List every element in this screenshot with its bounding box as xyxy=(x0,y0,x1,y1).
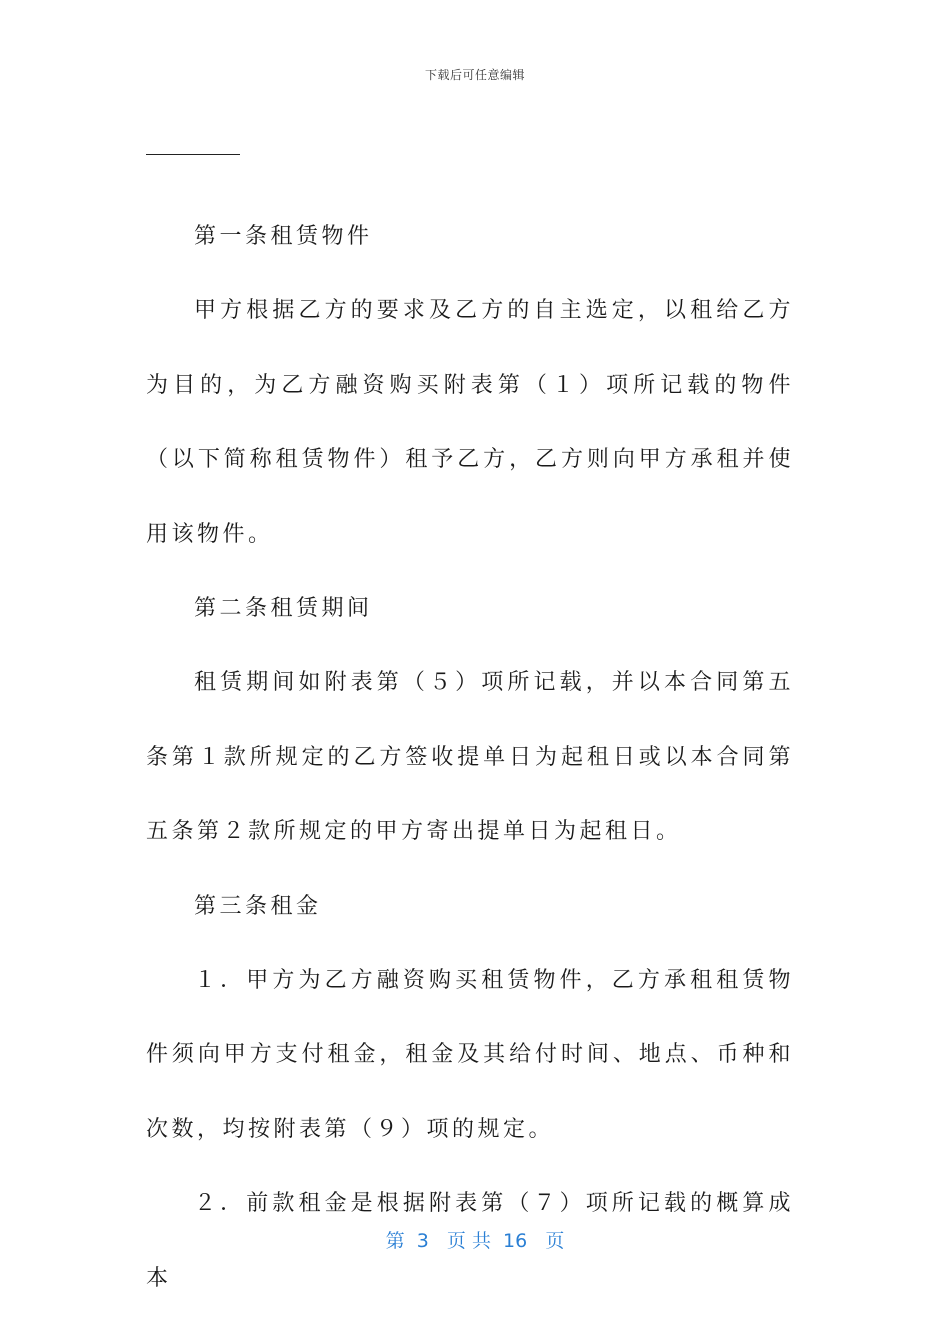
document-body xyxy=(146,200,794,1316)
paragraph: １．甲方为乙方融资购买租赁物件，乙方承租租赁物件须向甲方支付租金，租金及其给付时间、地点、币种和次数，均按附表第（９）项的规定。 xyxy=(146,968,794,1142)
article-heading: 第三条租金 xyxy=(194,893,322,919)
article-heading: 第二条租赁期间 xyxy=(194,596,373,622)
blank-underline xyxy=(146,154,240,155)
paragraph: ２．前款租金是根据附表第（７）项所记载的概算成本 xyxy=(146,1191,794,1291)
page-header: 下载后可任意编辑 xyxy=(424,68,525,82)
article-heading: 第一条租赁物件 xyxy=(194,224,373,249)
paragraph: 租赁期间如附表第（５）项所记载，并以本合同第五条第１款所规定的乙方签收提单日为起租日或以本合同第五条第２款所规定的甲方寄出提单日为起租日。 xyxy=(146,670,794,845)
page-footer: 第 3 页 共 16 页 xyxy=(385,1230,565,1252)
paragraph: 甲方根据乙方的要求及乙方的自主选定，以租给乙方为目的，为乙方融资购买附表第（１）项所记载的物件（以下简称租赁物件）租予乙方，乙方则向甲方承租并使用该物件。 xyxy=(146,298,794,547)
